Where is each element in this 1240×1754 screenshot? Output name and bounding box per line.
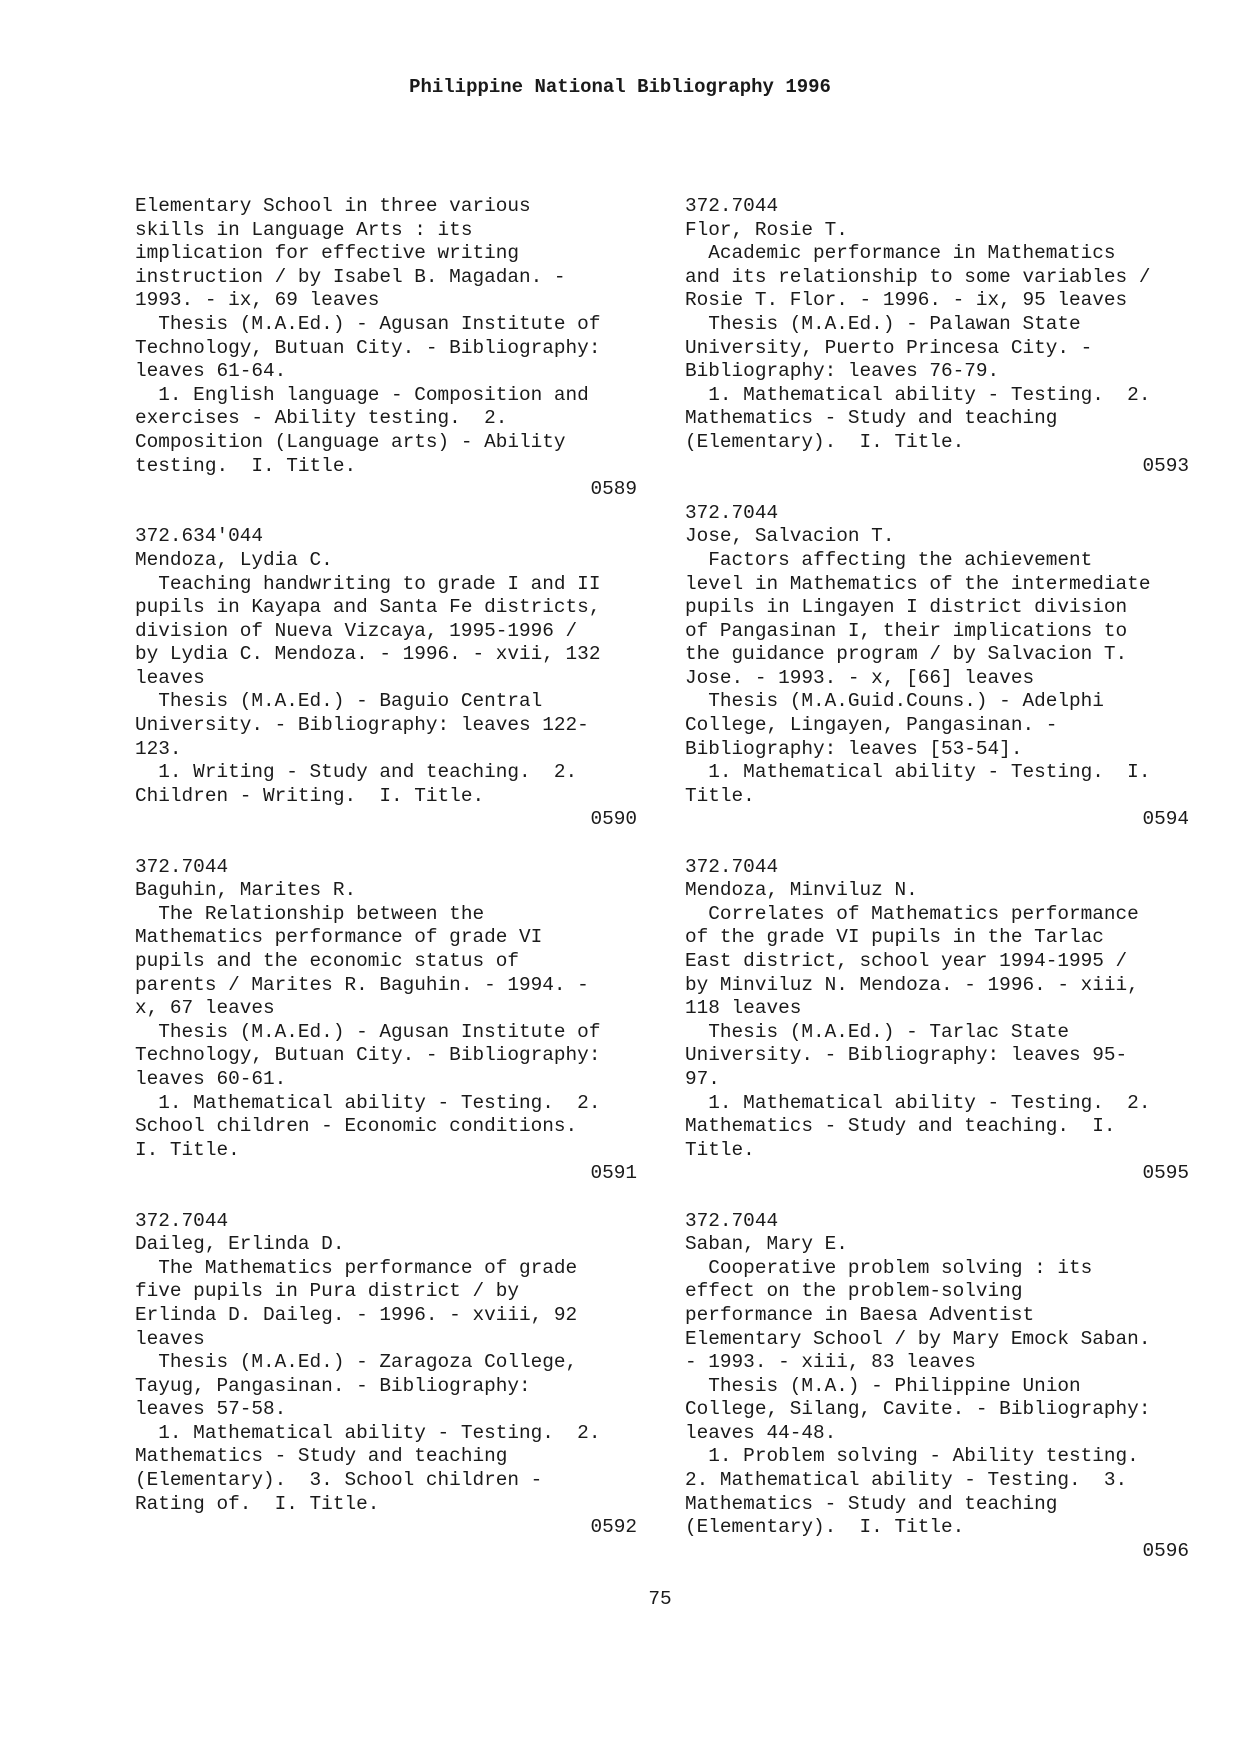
entry-line: 1. English language - Composition and <box>135 383 589 406</box>
page-number: 75 <box>648 1588 672 1610</box>
entry-number: 0593 <box>1142 454 1189 477</box>
entry-line: Mathematics - Study and teaching <box>135 1445 508 1468</box>
entry-line: the guidance program / by Salvacion T. <box>685 643 1128 666</box>
entry-line: (Elementary). 3. School children - <box>135 1469 543 1492</box>
entry-line: Title. <box>685 784 755 807</box>
entry-line: 372.7044 <box>685 501 779 524</box>
entry-line: Bibliography: leaves 76-79. <box>685 360 1000 383</box>
entry-line: and its relationship to some variables / <box>685 265 1151 288</box>
entry-line: pupils in Lingayen I district division <box>685 596 1128 619</box>
entry-line: Thesis (M.A.Ed.) - Tarlac State <box>685 1020 1069 1043</box>
entry-line: leaves <box>135 666 205 689</box>
entry-line: Mathematics performance of grade VI <box>135 926 543 949</box>
entry-line: leaves 61-64. <box>135 360 287 383</box>
entry-line: exercises - Ability testing. 2. <box>135 407 508 430</box>
entry-line: Daileg, Erlinda D. <box>135 1233 345 1256</box>
entry-line: 372.7044 <box>135 855 229 878</box>
entry-line: Cooperative problem solving : its <box>685 1256 1093 1279</box>
entry-line: pupils in Kayapa and Santa Fe districts, <box>135 596 601 619</box>
entry-line: Thesis (M.A.) - Philippine Union <box>685 1374 1081 1397</box>
entry-line: College, Lingayen, Pangasinan. - <box>685 714 1058 737</box>
left-column <box>135 195 655 1563</box>
entry-line: I. Title. <box>135 1138 240 1161</box>
entry-line: - 1993. - xiii, 83 leaves <box>685 1351 976 1374</box>
entry-line: Tayug, Pangasinan. - Bibliography: <box>135 1374 531 1397</box>
entry-line: leaves 60-61. <box>135 1067 287 1090</box>
entry-line: (Elementary). I. Title. <box>685 1516 965 1539</box>
entry-line: Thesis (M.A.Ed.) - Zaragoza College, <box>135 1351 578 1374</box>
entry-line: Thesis (M.A.Ed.) - Agusan Institute of <box>135 312 601 335</box>
entry-line: Technology, Butuan City. - Bibliography: <box>135 336 601 359</box>
entry-number: 0596 <box>1142 1539 1189 1562</box>
entry-line: University. - Bibliography: leaves 122- <box>135 714 589 737</box>
entry-line: of Pangasinan I, their implications to <box>685 619 1128 642</box>
entry-line: Children - Writing. I. Title. <box>135 784 485 807</box>
entry-line: leaves 44-48. <box>685 1421 837 1444</box>
entry-line: Rating of. I. Title. <box>135 1492 380 1515</box>
entry-line: instruction / by Isabel B. Magadan. - <box>135 265 566 288</box>
entry-line: Mendoza, Lydia C. <box>135 548 333 571</box>
entry-line: 1. Mathematical ability - Testing. I. <box>685 761 1151 784</box>
entry-line: University. - Bibliography: leaves 95- <box>685 1044 1128 1067</box>
entry-line: Saban, Mary E. <box>685 1233 848 1256</box>
entry-line: Mendoza, Minviluz N. <box>685 879 918 902</box>
entry-line: 372.7044 <box>685 195 779 217</box>
entry-line: 1. Mathematical ability - Testing. 2. <box>135 1421 601 1444</box>
entry-line: division of Nueva Vizcaya, 1995-1996 / <box>135 619 578 642</box>
entry-line: Academic performance in Mathematics <box>685 242 1116 265</box>
entry-line: Thesis (M.A.Ed.) - Palawan State <box>685 312 1081 335</box>
bibliography-entry <box>135 195 655 502</box>
entry-line: Jose. - 1993. - x, [66] leaves <box>685 666 1035 689</box>
entry-line: College, Silang, Cavite. - Bibliography: <box>685 1398 1151 1421</box>
entry-line: Composition (Language arts) - Ability <box>135 430 566 453</box>
entry-number: 0590 <box>590 808 637 831</box>
entry-line: 2. Mathematical ability - Testing. 3. <box>685 1469 1128 1492</box>
entry-line: parents / Marites R. Baguhin. - 1994. - <box>135 973 589 996</box>
entry-line: testing. I. Title. <box>135 454 357 477</box>
entry-line: x, 67 leaves <box>135 997 275 1020</box>
entry-line: Title. <box>685 1138 755 1161</box>
entry-line: pupils and the economic status of <box>135 950 519 972</box>
entry-line: leaves 57-58. <box>135 1398 287 1421</box>
entry-number: 0591 <box>590 1162 637 1185</box>
bibliography-entry <box>685 856 1205 1186</box>
entry-line: 1. Mathematical ability - Testing. 2. <box>685 383 1151 406</box>
entry-line: performance in Baesa Adventist <box>685 1303 1035 1326</box>
entry-number: 0589 <box>590 478 637 501</box>
bibliography-entry <box>685 502 1205 832</box>
entry-line: 1. Problem solving - Ability testing. <box>685 1445 1139 1468</box>
entry-line: by Lydia C. Mendoza. - 1996. - xvii, 132 <box>135 643 601 666</box>
entry-line: skills in Language Arts : its <box>135 218 473 241</box>
bibliography-entry <box>135 525 655 832</box>
entry-number: 0594 <box>1142 808 1189 831</box>
entry-line: level in Mathematics of the intermediate <box>685 572 1151 595</box>
entry-line: Thesis (M.A.Ed.) - Agusan Institute of <box>135 1020 601 1043</box>
entry-line: Mathematics - Study and teaching <box>685 407 1058 430</box>
entry-line: 372.634'044 <box>135 525 263 548</box>
entry-line: 372.7044 <box>685 855 779 878</box>
entry-line: Rosie T. Flor. - 1996. - ix, 95 leaves <box>685 289 1128 312</box>
entry-line: Teaching handwriting to grade I and II <box>135 572 601 595</box>
entry-line: leaves <box>135 1327 205 1350</box>
entry-line: Flor, Rosie T. <box>685 218 848 241</box>
entry-line: of the grade VI pupils in the Tarlac <box>685 926 1104 949</box>
entry-line: Elementary School / by Mary Emock Saban. <box>685 1327 1151 1350</box>
right-column <box>685 195 1205 1587</box>
entry-line: Erlinda D. Daileg. - 1996. - xviii, 92 <box>135 1303 578 1326</box>
entry-line: Bibliography: leaves [53-54]. <box>685 737 1023 760</box>
entry-line: 97. <box>685 1067 720 1090</box>
entry-line: East district, school year 1994-1995 / <box>685 950 1128 972</box>
entry-line: implication for effective writing <box>135 242 519 265</box>
entry-line: Factors affecting the achievement <box>685 548 1093 571</box>
entry-line: 372.7044 <box>685 1209 779 1232</box>
entry-line: 1. Writing - Study and teaching. 2. <box>135 761 578 784</box>
entry-line: The Mathematics performance of grade <box>135 1256 578 1279</box>
entry-number: 0592 <box>590 1516 637 1539</box>
entry-line: Baguhin, Marites R. <box>135 879 357 902</box>
bibliography-entry <box>685 1210 1205 1564</box>
entry-line: Thesis (M.A.Guid.Couns.) - Adelphi <box>685 690 1104 713</box>
entry-line: 372.7044 <box>135 1209 229 1232</box>
entry-line: (Elementary). I. Title. <box>685 430 965 453</box>
entry-line: Mathematics - Study and teaching <box>685 1492 1058 1515</box>
bibliography-entry <box>135 1210 655 1540</box>
entry-line: five pupils in Pura district / by <box>135 1280 519 1303</box>
entry-line: effect on the problem-solving <box>685 1280 1023 1303</box>
entry-line: by Minviluz N. Mendoza. - 1996. - xiii, <box>685 973 1139 996</box>
entry-line: Correlates of Mathematics performance <box>685 902 1139 925</box>
entry-line: 118 leaves <box>685 997 802 1020</box>
bibliography-entry <box>135 856 655 1186</box>
bibliography-entry <box>685 195 1205 478</box>
entry-line: Thesis (M.A.Ed.) - Baguio Central <box>135 690 543 713</box>
entry-line: Mathematics - Study and teaching. I. <box>685 1115 1116 1138</box>
entry-line: 1. Mathematical ability - Testing. 2. <box>685 1091 1151 1114</box>
entry-line: The Relationship between the <box>135 902 485 925</box>
entry-line: Jose, Salvacion T. <box>685 525 895 548</box>
entry-line: 1. Mathematical ability - Testing. 2. <box>135 1091 601 1114</box>
entry-line: School children - Economic conditions. <box>135 1115 578 1138</box>
entry-line: 123. <box>135 737 182 760</box>
running-title: Philippine National Bibliography 1996 <box>409 76 831 98</box>
entry-line: University, Puerto Princesa City. - <box>685 336 1093 359</box>
entry-line: Elementary School in three various <box>135 195 531 217</box>
entry-number: 0595 <box>1142 1162 1189 1185</box>
entry-line: Technology, Butuan City. - Bibliography: <box>135 1044 601 1067</box>
entry-line: 1993. - ix, 69 leaves <box>135 289 380 312</box>
